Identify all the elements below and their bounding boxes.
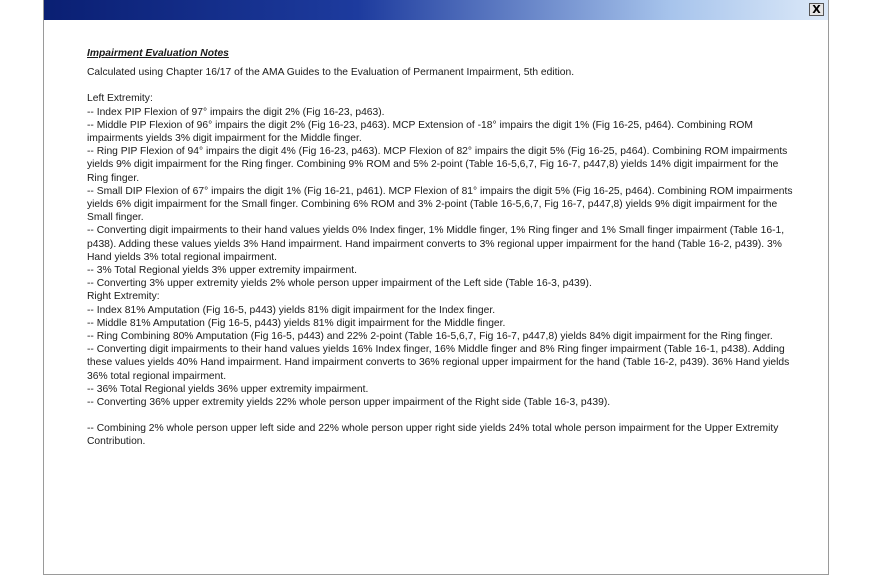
title-bar	[44, 0, 828, 20]
close-button[interactable]	[809, 3, 824, 16]
close-icon: X	[812, 3, 821, 16]
left-note-line: -- Middle PIP Flexion of 96° impairs the digit 2% (Fig 16-23, p463). MCP Extension of -18° impairs the digit 1% (Fig 16-25, p464). Combining ROM impairments yields 3% digit impairment for the Middle finger.	[87, 119, 754, 145]
left-note-line: -- 3% Total Regional yields 3% upper extremity impairment.	[87, 265, 357, 277]
right-extremity-title: Right Extremity:	[87, 291, 160, 303]
right-note-line: -- Converting 36% upper extremity yields 22% whole person upper impairment of the Right side (Table 16-3, p439).	[87, 397, 611, 409]
right-note-line: -- Middle 81% Amputation (Fig 16-5, p443) yields 81% digit impairment for the Middle finger.	[87, 317, 506, 329]
notes-intro: Calculated using Chapter 16/17 of the AMA Guides to the Evaluation of Permanent Impairment, 5th edition.	[87, 67, 575, 79]
notes-content	[87, 47, 799, 449]
left-note-line: -- Ring PIP Flexion of 94° impairs the digit 4% (Fig 16-23, p463). MCP Flexion of 82° impairs the digit 5% (Fig 16-25, p464). Combining ROM impairments yields 9% digit impairment for the Ring finger. Combining 9% ROM and 5% 2-point (Table 16-5,6,7, Fig 16-7, p447,8) yields 14% digit impairment for the Ring finger.	[87, 146, 788, 184]
left-note-line: -- Converting digit impairments to their hand values yields 0% Index finger, 1% Middle finger, 1% Ring finger and 1% Small finger impairment (Table 16-1, p438). Adding these values yields 3% Hand impairment. Hand impairment converts to 3% regional upper impairment for the hand (Table 16-2, p439). 3% Hand yields 3% total regional impairment.	[87, 225, 785, 263]
notes-window	[43, 0, 829, 575]
right-note-line: -- Index 81% Amputation (Fig 16-5, p443) yields 81% digit impairment for the Index finger.	[87, 304, 496, 316]
left-extremity-title: Left Extremity:	[87, 93, 153, 105]
right-note-line: -- Ring Combining 80% Amputation (Fig 16-5, p443) and 22% 2-point (Table 16-5,6,7, Fig 16-7, p447,8) yields 84% digit impairment for the Ring finger.	[87, 331, 773, 343]
summary-line: -- Combining 2% whole person upper left side and 22% whole person upper right side yields 24% total whole person impairment for the Upper Extremity Contribution.	[87, 423, 779, 448]
left-note-line: -- Index PIP Flexion of 97° impairs the digit 2% (Fig 16-23, p463).	[87, 106, 385, 118]
right-note-line: -- Converting digit impairments to their hand values yields 16% Index finger, 16% Middle finger and 8% Ring finger impairment (Table 16-1, p438). Adding these values yields 40% Hand impairment. Hand impairment converts to 36% regional upper impairment for the hand (Table 16-2, p439). 36% Hand yields 36% total regional impairment.	[87, 344, 790, 382]
left-note-line: -- Converting 3% upper extremity yields 2% whole person upper impairment of the Left side (Table 16-3, p439).	[87, 278, 592, 290]
right-note-line: -- 36% Total Regional yields 36% upper extremity impairment.	[87, 383, 369, 395]
left-note-line: -- Small DIP Flexion of 67° impairs the digit 1% (Fig 16-21, p461). MCP Flexion of 81° impairs the digit 5% (Fig 16-25, p464). Combining ROM impairments yields 6% digit impairment for the Small finger. Combining 6% ROM and 3% 2-point (Table 16-5,6,7, Fig 16-7, p447,8) yields 9% digit impairment for the Small finger.	[87, 185, 793, 224]
notes-heading: Impairment Evaluation Notes	[87, 48, 229, 59]
